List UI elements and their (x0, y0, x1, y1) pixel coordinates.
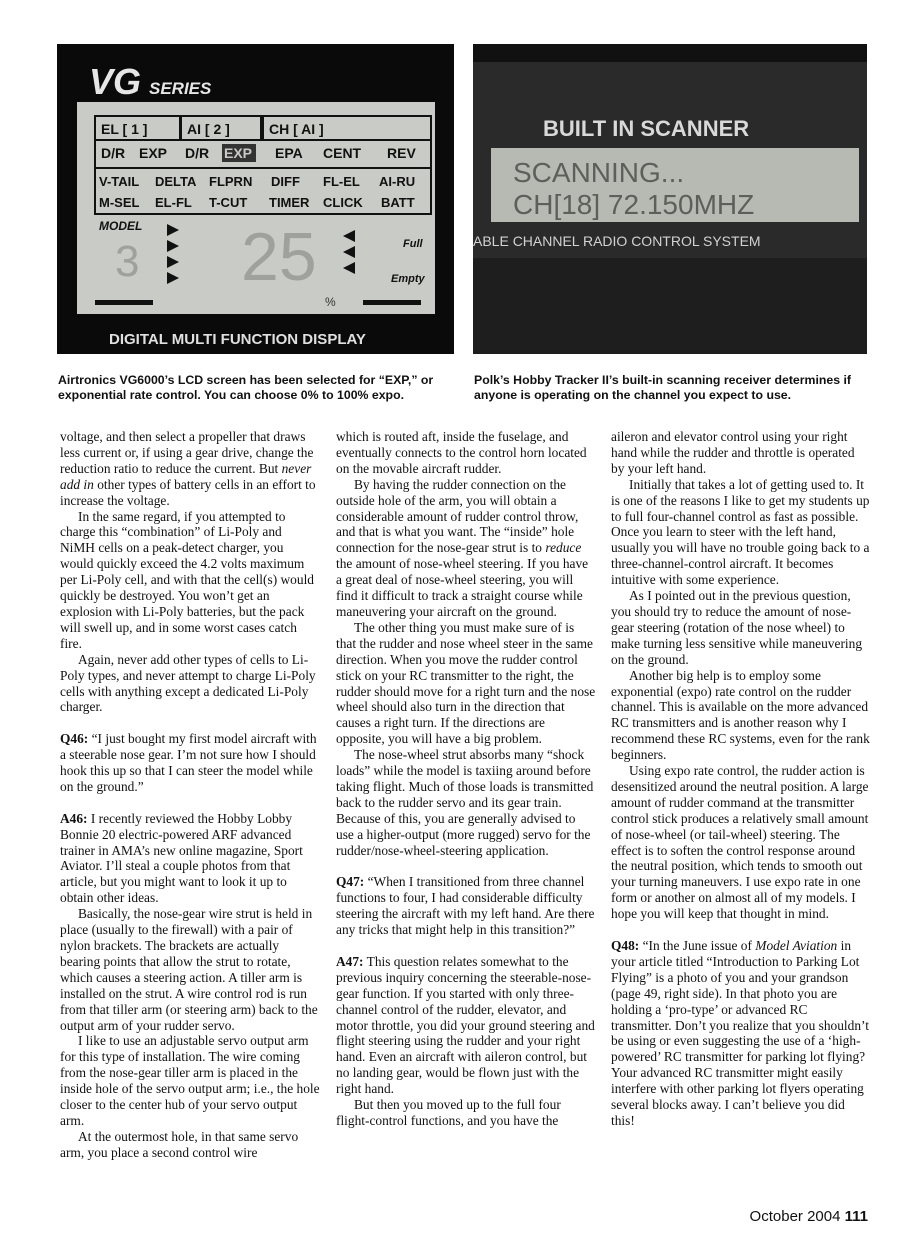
lcd-exp-1: EXP (139, 145, 168, 161)
lcd-msel: M-SEL (99, 195, 140, 210)
lcd-model-label: MODEL (99, 219, 143, 233)
lcd-empty: Empty (391, 273, 425, 285)
page-number: 111 (844, 1208, 868, 1225)
scanner-header: BUILT IN SCANNER (543, 116, 750, 141)
question-48: Q48: “In the June issue of Model Aviation in your article titled “Introduction to Parking Lot Flying” is a photo of you and your grandson (page 49, right side). In that photo you are holding a ‘pro-type’ or advanced RC transmitter. Don’t you realize that you shouldn’t be using or even suggesting the use of a ‘high-powered’ RC transmitter for parking lot flying? Your advanced RC transmitter might easily interfere with other parking lot flyers operating several blocks away. I can’t believe you did this! (611, 937, 869, 1128)
lcd-epa: EPA (275, 145, 303, 161)
lcd-cent: CENT (323, 145, 362, 161)
paragraph: Using expo rate control, the rudder action is desensitized around the neutral position. A large amount of rudder command at the transmitter control stick produces a relatively small amount of nose-wheel (or tail-wheel) steering. The effect is to soften the control response around the neutral position, which tends to smooth out your turning maneuvers. I use expo rate in one form or another on almost all of my models. I hope you will keep that thought in mind. (611, 763, 869, 922)
lcd-value: 25 (241, 219, 317, 295)
lcd-elfl: EL-FL (155, 195, 192, 210)
lcd-diff: DIFF (271, 174, 300, 189)
lcd-model-number: 3 (115, 237, 140, 286)
question-46: Q46: “I just bought my first model aircraft with a steerable nose gear. I’m not sure how I should hook this up so that I can steer the model while on the ground.” (60, 731, 317, 794)
lcd-vtail: V-TAIL (99, 174, 140, 189)
answer-46: A46: I recently reviewed the Hobby Lobby Bonnie 20 electric-powered ARF advanced trainer in AMA’s new online magazine, Sport Aviator. I’ll steal a couple photos from that article, but you might want to look it up to obtain other ideas. (60, 810, 303, 906)
lcd-ai: AI [ 2 ] (187, 121, 230, 137)
lcd-photo (57, 44, 454, 354)
paragraph: aileron and elevator control using your right hand while the rudder and throttle is operated by your left hand. (611, 429, 855, 476)
paragraph: As I pointed out in the previous question, you should try to reduce the amount of nose-gear steering (rotation of the nose wheel) to make turning less sensitive while maneuvering on the ground. (611, 588, 863, 667)
text-column-3 (611, 429, 871, 1129)
lcd-footer: DIGITAL MULTI FUNCTION DISPLAY (109, 331, 366, 348)
paragraph: Initially that takes a lot of getting used to. It is one of the reasons I like to get my students up to full four-channel control as fast as possible. Once you learn to steer with the left hand, usually you will have no trouble going back to a three-channel-control aircraft. It becomes intuitive with some experience. (611, 476, 870, 588)
lcd-percent: % (325, 295, 336, 309)
text-column-1 (60, 429, 320, 1161)
lcd-exp-selected: EXP (224, 145, 253, 161)
lcd-dr-2: D/R (185, 145, 210, 161)
paragraph: At the outermost hole, in that same servo arm, you place a second control wire (60, 1128, 299, 1160)
paragraph: By having the rudder connection on the outside hole of the arm, you will obtain a considerable amount of rudder control throw, and that is what you want. The “inside” hole connection for the nose-gear strut is to reduce the amount of nose-wheel steering. If you have a great deal of nose-wheel steering, you will find it difficult to track a straight course while maneuvering your aircraft on the ground. (336, 476, 589, 619)
lcd-brand-sub: SERIES (149, 79, 212, 98)
caption-lcd: Airtronics VG6000’s LCD screen has been selected for “EXP,” or exponential rate control. You can choose 0% to 100% expo. (58, 373, 434, 402)
scanner-line1: SCANNING... (513, 157, 685, 188)
lcd-delta: DELTA (155, 174, 197, 189)
lcd-full: Full (403, 238, 423, 250)
paragraph: Basically, the nose-gear wire strut is held in place (usually to the firewall) with a pair of nylon brackets. The brackets are actually bearing points that allow the strut to rotate, which causes a steering action. A tiller arm is installed on the strut. A wire control rod is run from that tiller arm (or steering arm) back to the output arm of your rudder servo. (60, 906, 318, 1033)
lcd-airu: AI-RU (379, 174, 416, 189)
paragraph: voltage, and then select a propeller that draws less current or, if using a gear drive, change the reduction ratio to reduce the current. But never add in other types of battery cells in an effort to increase the voltage. (60, 429, 316, 508)
paragraph: In the same regard, if you attempted to charge this “combination” of Li-Poly and NiMH cells on a peak-detect charger, you would quickly exceed the 4.2 volts maximum per Li-Poly cell, and with that the cell(s) would quickly be destroyed. You won’t get an explosion with Li-Poly batteries, but the pack will swell up, and in some worst cases catch fire. (60, 508, 314, 651)
lcd-tcut: T-CUT (209, 195, 248, 210)
scanner-line2: CH[18] 72.150MHZ (513, 189, 755, 220)
paragraph: which is routed aft, inside the fuselage, and eventually connects to the control horn located on the movable aircraft rudder. (336, 429, 587, 476)
lcd-batt: BATT (381, 195, 415, 210)
scanner-photo (473, 44, 867, 354)
lcd-rev: REV (387, 145, 416, 161)
text-column-2 (336, 429, 596, 1129)
paragraph: The nose-wheel strut absorbs many “shock loads” while the model is taxiing around before taking flight. Much of those loads is transmitted back to the rudder servo and its gear train. Because of this, you are generally advised to use a higher-output (more rugged) servo for the rudder/nose-wheel-steering application. (336, 747, 594, 858)
issue-date: October 2004 (749, 1208, 841, 1225)
paragraph: I like to use an adjustable servo output arm for this type of installation. The wire coming from the nose-gear tiller arm is placed in the inside hole of the servo output arm; i.e., the hole closer to the center hub of your servo output arm. (60, 1033, 320, 1128)
lcd-el: EL [ 1 ] (101, 121, 148, 137)
caption-scanner: Polk’s Hobby Tracker II’s built-in scanning receiver determines if anyone is operating on the channel you expect to use. (474, 373, 852, 402)
question-47: Q47: “When I transitioned from three channel functions to four, I had considerable difficulty steering the aircraft with my left hand. Are there any tricks that might help in this transition?” (336, 874, 595, 938)
lcd-click: CLICK (323, 195, 363, 210)
lcd-timer: TIMER (269, 195, 310, 210)
page-folio (750, 1208, 868, 1225)
answer-47: A47: This question relates somewhat to the previous inquiry concerning the steerable-nose-gear function. If you started with only three-channel control of the rudder, elevator, and motor throttle, you did your ground steering and flight steering using the rudder and your right hand. Even an aircraft with aileron control, but no landing gear, would be flown just with the right hand. (336, 953, 595, 1097)
lcd-illustration (57, 44, 454, 354)
scanner-footer: ABLE CHANNEL RADIO CONTROL SYSTEM (473, 233, 761, 249)
lcd-flel: FL-EL (323, 174, 360, 189)
paragraph: But then you moved up to the full four flight-control functions, and you have the (336, 1097, 561, 1128)
paragraph: Another big help is to employ some exponential (expo) rate control on the rudder channel. This is available on the more advanced RC transmitters and is another reason why I recommend these RC systems, even for the rank beginners. (611, 667, 870, 763)
lcd-ch: CH [ AI ] (269, 121, 324, 137)
lcd-flprn: FLPRN (209, 174, 253, 189)
lcd-dr-1: D/R (101, 145, 126, 161)
scanner-illustration (473, 44, 867, 354)
lcd-brand: VG (89, 61, 142, 102)
paragraph: The other thing you must make sure of is that the rudder and nose wheel steer in the same direction. When you move the rudder control stick on your RC transmitter to the right, the rudder should move for a right turn and the nose wheel should also turn in the direction that causes a right turn. If the directions are opposite, you will have a big problem. (336, 619, 596, 747)
paragraph: Again, never add other types of cells to Li-Poly types, and never attempt to charge Li-Poly cells with anything except a dedicated Li-Poly charger. (60, 651, 316, 715)
